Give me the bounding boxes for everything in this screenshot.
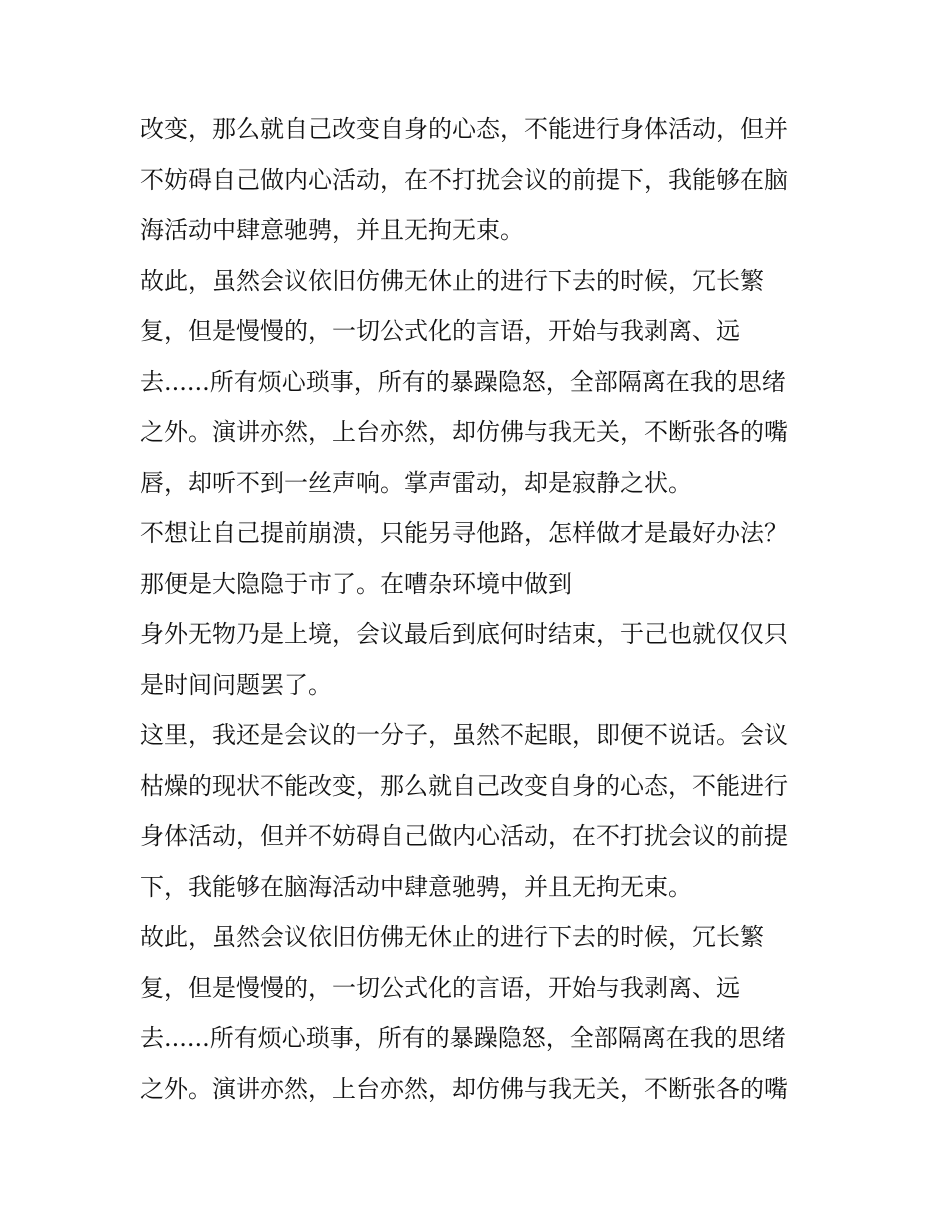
text-line: 身外无物乃是上境，会议最后到底何时结束，于己也就仅仅只 <box>140 620 788 648</box>
text-line: 不妨碍自己做内心活动，在不打扰会议的前提下，我能够在脑 <box>140 165 788 194</box>
text-line: 之外。演讲亦然，上台亦然，却仿佛与我无关，不断张各的嘴 <box>140 1074 788 1103</box>
text-line: 去......所有烦心琐事，所有的暴躁隐怒，全部隔离在我的思绪 <box>140 1024 786 1052</box>
text-line: 去......所有烦心琐事，所有的暴躁隐怒，全部隔离在我的思绪 <box>140 367 786 396</box>
text-line: 不想让自己提前崩溃，只能另寻他路，怎样做才是最好办法？ <box>140 519 788 547</box>
text-line: 改变，那么就自己改变自身的心态，不能进行身体活动，但并 <box>140 115 788 143</box>
body-text <box>140 104 830 1114</box>
text-line: 这里，我还是会议的一分子，虽然不起眼，即便不说话。会议 <box>140 721 788 749</box>
text-line: 故此，虽然会议依旧仿佛无休止的进行下去的时候，冗长繁 <box>140 266 764 295</box>
text-line: 唇，却听不到一丝声响。掌声雷动，却是寂静之状。 <box>140 468 692 497</box>
text-line: 故此，虽然会议依旧仿佛无休止的进行下去的时候，冗长繁 <box>140 923 764 951</box>
text-line: 下，我能够在脑海活动中肆意驰骋，并且无拘无束。 <box>140 872 692 901</box>
text-line: 那便是大隐隐于市了。在嘈杂环境中做到 <box>140 569 572 598</box>
text-line: 是时间问题罢了。 <box>140 670 332 699</box>
text-line: 复，但是慢慢的，一切公式化的言语，开始与我剥离、远 <box>140 317 740 345</box>
text-line: 之外。演讲亦然，上台亦然，却仿佛与我无关，不断张各的嘴 <box>140 418 788 446</box>
text-line: 海活动中肆意驰骋，并且无拘无束。 <box>140 216 524 244</box>
text-line: 复，但是慢慢的，一切公式化的言语，开始与我剥离、远 <box>140 973 740 1002</box>
text-line: 身体活动，但并不妨碍自己做内心活动，在不打扰会议的前提 <box>140 822 788 850</box>
text-line: 枯燥的现状不能改变，那么就自己改变自身的心态，不能进行 <box>140 771 788 800</box>
